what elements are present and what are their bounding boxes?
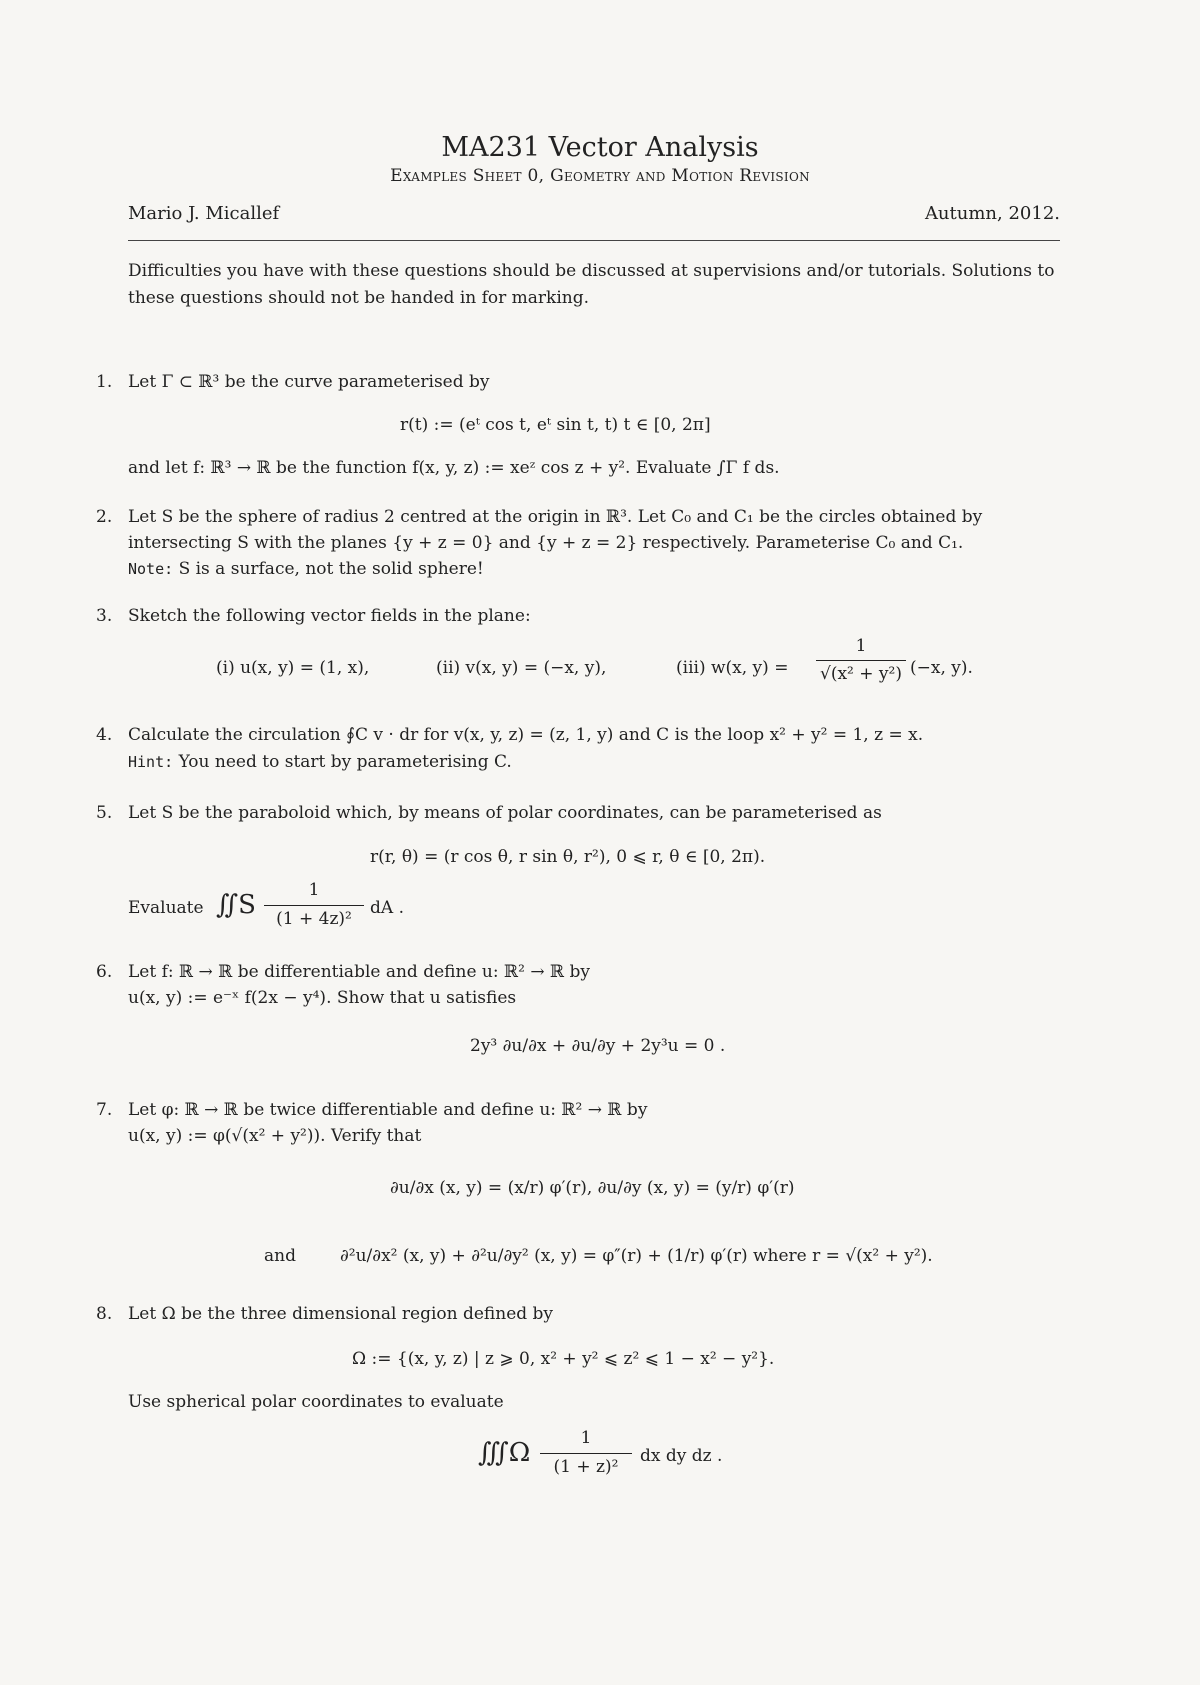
note-line	[128, 559, 484, 579]
fraction-denominator: (1 + z)²	[553, 1457, 619, 1477]
vector-field-i: (i) u(x, y) = (1, x),	[216, 658, 370, 678]
question-text: Let S be the paraboloid which, by means of polar coordinates, can be parameterised as	[128, 803, 882, 823]
note-text: S is a surface, not the solid sphere!	[178, 559, 484, 579]
display-equation: r(t) := (eᵗ cos t, eᵗ sin t, t) t ∈ [0, 2π]	[400, 415, 711, 435]
question-text: Let f: ℝ → ℝ be differentiable and define u: ℝ² → ℝ by	[128, 962, 591, 982]
vector-field-iii-lhs: (iii) w(x, y) =	[676, 658, 789, 678]
question-number: 7.	[96, 1100, 113, 1120]
question-number: 3.	[96, 606, 113, 626]
fraction-numerator: 1	[580, 1428, 592, 1448]
question-number: 4.	[96, 725, 113, 745]
question-text: Use spherical polar coordinates to evaluate	[128, 1392, 504, 1412]
evaluate-label: Evaluate	[128, 898, 204, 918]
fraction-denominator: (1 + 4z)²	[276, 909, 352, 929]
surface-integral-sign: ∬S	[216, 890, 256, 920]
display-equation: Ω := {(x, y, z) | z ⩾ 0, x² + y² ⩽ z² ⩽ 1 − x² − y²}.	[352, 1349, 775, 1369]
question-text: u(x, y) := e⁻ˣ f(2x − y⁴). Show that u satisfies	[128, 988, 517, 1008]
page-title: MA231 Vector Analysis	[441, 132, 759, 163]
header-divider	[128, 240, 1060, 241]
integral-tail: dA .	[370, 898, 404, 918]
hint-label: Hint:	[128, 753, 174, 771]
hint-text: You need to start by parameterising C.	[178, 752, 512, 772]
fraction-bar	[540, 1453, 632, 1454]
question-text: Let φ: ℝ → ℝ be twice differentiable and define u: ℝ² → ℝ by	[128, 1100, 648, 1120]
volume-integral-sign: ∭Ω	[478, 1438, 531, 1468]
question-number: 2.	[96, 507, 113, 527]
display-equation: ∂²u/∂x² (x, y) + ∂²u/∂y² (x, y) = φ″(r) + (1/r) φ′(r) where r = √(x² + y²).	[340, 1246, 933, 1266]
intro-paragraph: Difficulties you have with these questions should be discussed at supervisions and/or tutorials. Solutions to these questions should not be handed in for marking.	[128, 261, 1055, 308]
vector-field-iii-rhs: (−x, y).	[910, 658, 973, 678]
question-text: intersecting S with the planes {y + z = 0} and {y + z = 2} respectively. Parameterise C₀ and C₁.	[128, 533, 964, 553]
question-number: 6.	[96, 962, 113, 982]
hint-line	[128, 752, 512, 772]
question-number: 8.	[96, 1304, 113, 1324]
question-text: Let S be the sphere of radius 2 centred at the origin in ℝ³. Let C₀ and C₁ be the circles obtained by	[128, 507, 983, 527]
note-label: Note:	[128, 560, 174, 578]
date-text: Autumn, 2012.	[924, 203, 1060, 224]
integral-tail: dx dy dz .	[640, 1446, 723, 1466]
question-text: Calculate the circulation ∮C v · dr for v(x, y, z) = (z, 1, y) and C is the loop x² + y² = 1, z = x.	[128, 725, 924, 745]
question-number: 1.	[96, 372, 113, 392]
display-equation: r(r, θ) = (r cos θ, r sin θ, r²), 0 ⩽ r, θ ∈ [0, 2π).	[370, 847, 766, 867]
question-text: u(x, y) := φ(√(x² + y²)). Verify that	[128, 1126, 422, 1146]
fraction-numerator: 1	[308, 880, 320, 900]
question-text: Let Γ ⊂ ℝ³ be the curve parameterised by	[128, 372, 490, 392]
question-text: Sketch the following vector fields in the plane:	[128, 606, 531, 626]
question-text: Let Ω be the three dimensional region defined by	[128, 1304, 554, 1324]
fraction-denominator: √(x² + y²)	[820, 664, 902, 684]
question-number: 5.	[96, 803, 113, 823]
fraction-numerator: 1	[855, 636, 867, 656]
question-text: and let f: ℝ³ → ℝ be the function f(x, y, z) := xeᶻ cos z + y². Evaluate ∫Γ f ds.	[128, 458, 780, 478]
page-subtitle: Examples Sheet 0, Geometry and Motion Revision	[390, 166, 810, 186]
vector-field-ii: (ii) v(x, y) = (−x, y),	[436, 658, 607, 678]
fraction-bar	[816, 660, 906, 661]
display-equation: 2y³ ∂u/∂x + ∂u/∂y + 2y³u = 0 .	[470, 1036, 726, 1056]
display-equation: ∂u/∂x (x, y) = (x/r) φ′(r), ∂u/∂y (x, y) = (y/r) φ′(r)	[390, 1178, 795, 1198]
author-name: Mario J. Micallef	[128, 203, 280, 224]
fraction-bar	[264, 905, 364, 906]
and-label: and	[264, 1246, 296, 1266]
